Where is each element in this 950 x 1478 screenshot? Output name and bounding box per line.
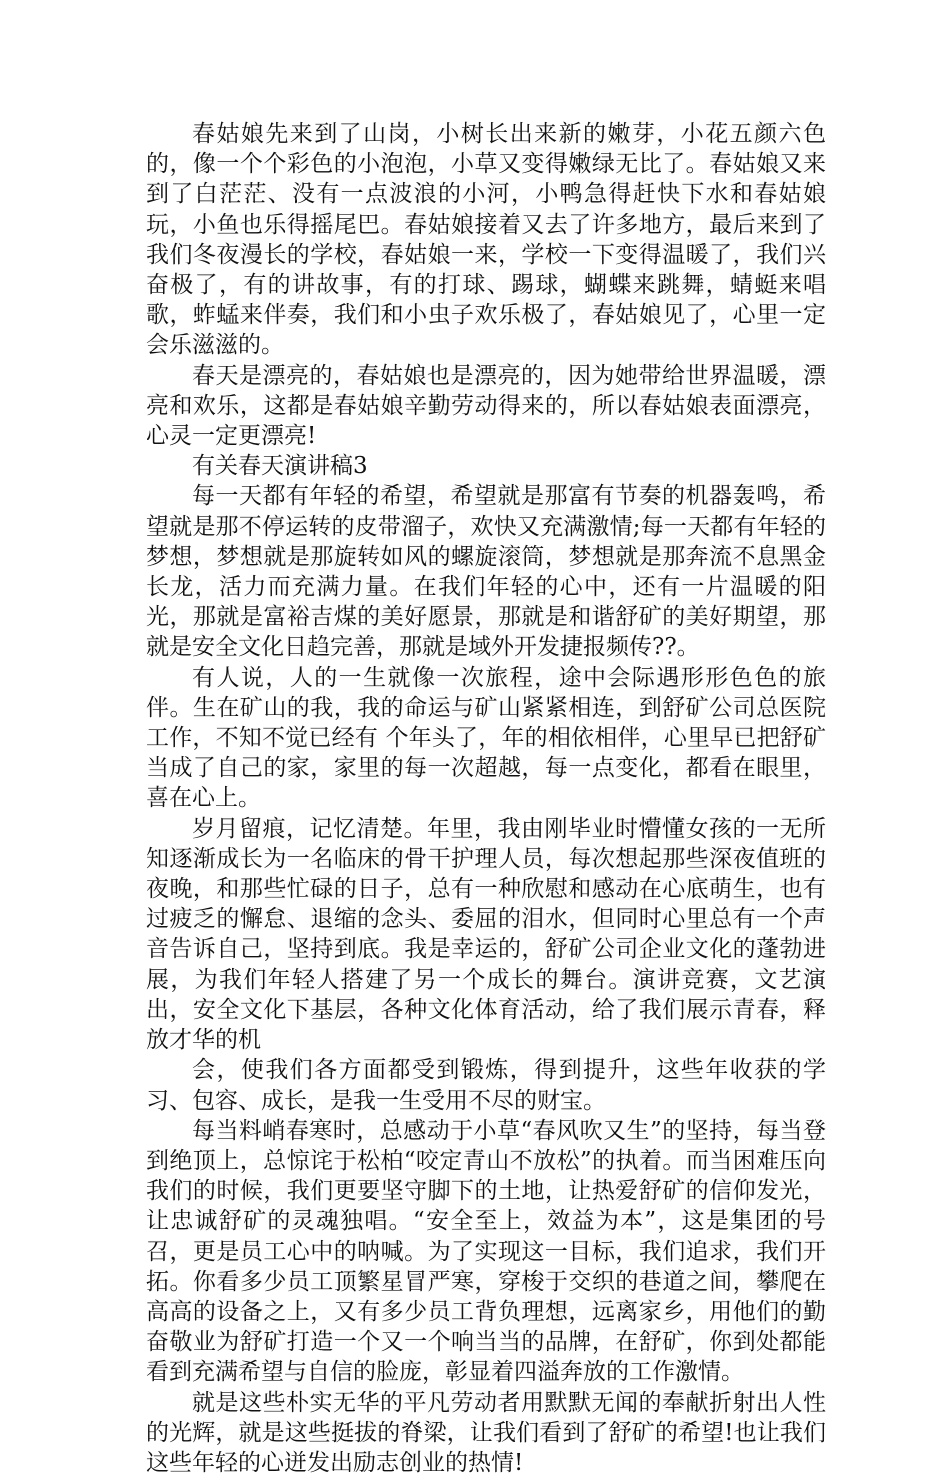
paragraph-life-journey: 有人说，人的一生就像一次旅程，途中会际遇形形色色的旅伴。生在矿山的我，我的命运与矿山紧紧相连，到舒矿公司总医院工作，不知不觉已经有 个年头了，年的相依相伴，心里早已把舒矿当成了自己的家，家里的每一次超越，每一点变化，都看在眼里，喜在心上。 (146, 664, 826, 812)
paragraph-young-hope: 每一天都有年轻的希望，希望就是那富有节奏的机器轰鸣，希望就是那不停运转的皮带溜子，欢快又充满激情;每一天都有年轻的梦想，梦想就是那旋转如风的螺旋滚筒，梦想就是那奔流不息黑金长龙，活力而充满力量。在我们年轻的心中，还有一片温暖的阳光，那就是富裕吉煤的美好愿景，那就是和谐舒矿的美好期望，那就是安全文化日趋完善，那就是域外开发捷报频传??。 (146, 483, 826, 661)
paragraph-years-memory: 岁月留痕，记忆清楚。年里，我由刚毕业时懵懂女孩的一无所知逐渐成长为一名临床的骨干护理人员，每次想起那些深夜值班的夜晚，和那些忙碌的日子，总有一种欣慰和感动在心底萌生，也有过疲乏的懈怠、退缩的念头、委屈的泪水，但同时心里总有一个声音告诉自己，坚持到底。我是幸运的，舒矿公司企业文化的蓬勃进展，为我们年轻人搭建了另一个成长的舞台。演讲竞赛，文艺演出，安全文化下基层，各种文化体育活动，给了我们展示青春，释放才华的机 (146, 815, 826, 1054)
paragraph-continuation: 会，使我们各方面都受到锻炼，得到提升，这些年收获的学习、包容、成长，是我一生受用不尽的财宝。 (146, 1057, 826, 1114)
document-body (146, 119, 826, 1478)
paragraph-spring-chill: 每当料峭春寒时，总感动于小草“春风吹又生”的坚持，每当登到绝顶上，总惊诧于松柏“咬定青山不放松”的执着。而当困难压向我们的时候，我们更要坚守脚下的土地，让热爱舒矿的信仰发光，让忠诚舒矿的灵魂独唱。“安全至上，效益为本”，这是集团的号召，更是员工心中的呐喊。为了实现这一目标，我们追求，我们开拓。你看多少员工顶繁星冒严寒，穿梭于交织的巷道之间，攀爬在高高的设备之上，又有多少员工背负理想，远离家乡，用他们的勤奋敬业为舒矿打造一个又一个响当当的品牌，在舒矿，你到处都能看到充满希望与自信的脸庞，彰显着四溢奔放的工作激情。 (146, 1117, 826, 1386)
paragraph-spring-beauty: 春天是漂亮的，春姑娘也是漂亮的，因为她带给世界温暖，漂亮和欢乐，这都是春姑娘辛勤劳动得来的，所以春姑娘表面漂亮，心灵一定更漂亮! (146, 362, 826, 450)
paragraph-ordinary-workers: 就是这些朴实无华的平凡劳动者用默默无闻的奉献折射出人性的光辉，就是这些挺拔的脊梁，让我们看到了舒矿的希望!也让我们这些年轻的心迸发出励志创业的热情! (146, 1389, 826, 1476)
paragraph-spring-girl-visit: 春姑娘先来到了山岗，小树长出来新的嫩芽，小花五颜六色的，像一个个彩色的小泡泡，小草又变得嫩绿无比了。春姑娘又来到了白茫茫、没有一点波浪的小河，小鸭急得赶快下水和春姑娘玩，小鱼也乐得摇尾巴。春姑娘接着又去了许多地方，最后来到了我们冬夜漫长的学校，春姑娘一来，学校一下变得温暖了，我们兴奋极了，有的讲故事，有的打球、踢球，蝴蝶来跳舞，蜻蜓来唱歌，蚱蜢来伴奏，我们和小虫子欢乐极了，春姑娘见了，心里一定会乐滋滋的。 (146, 121, 826, 359)
section-heading: 有关春天演讲稿3 (192, 453, 368, 480)
